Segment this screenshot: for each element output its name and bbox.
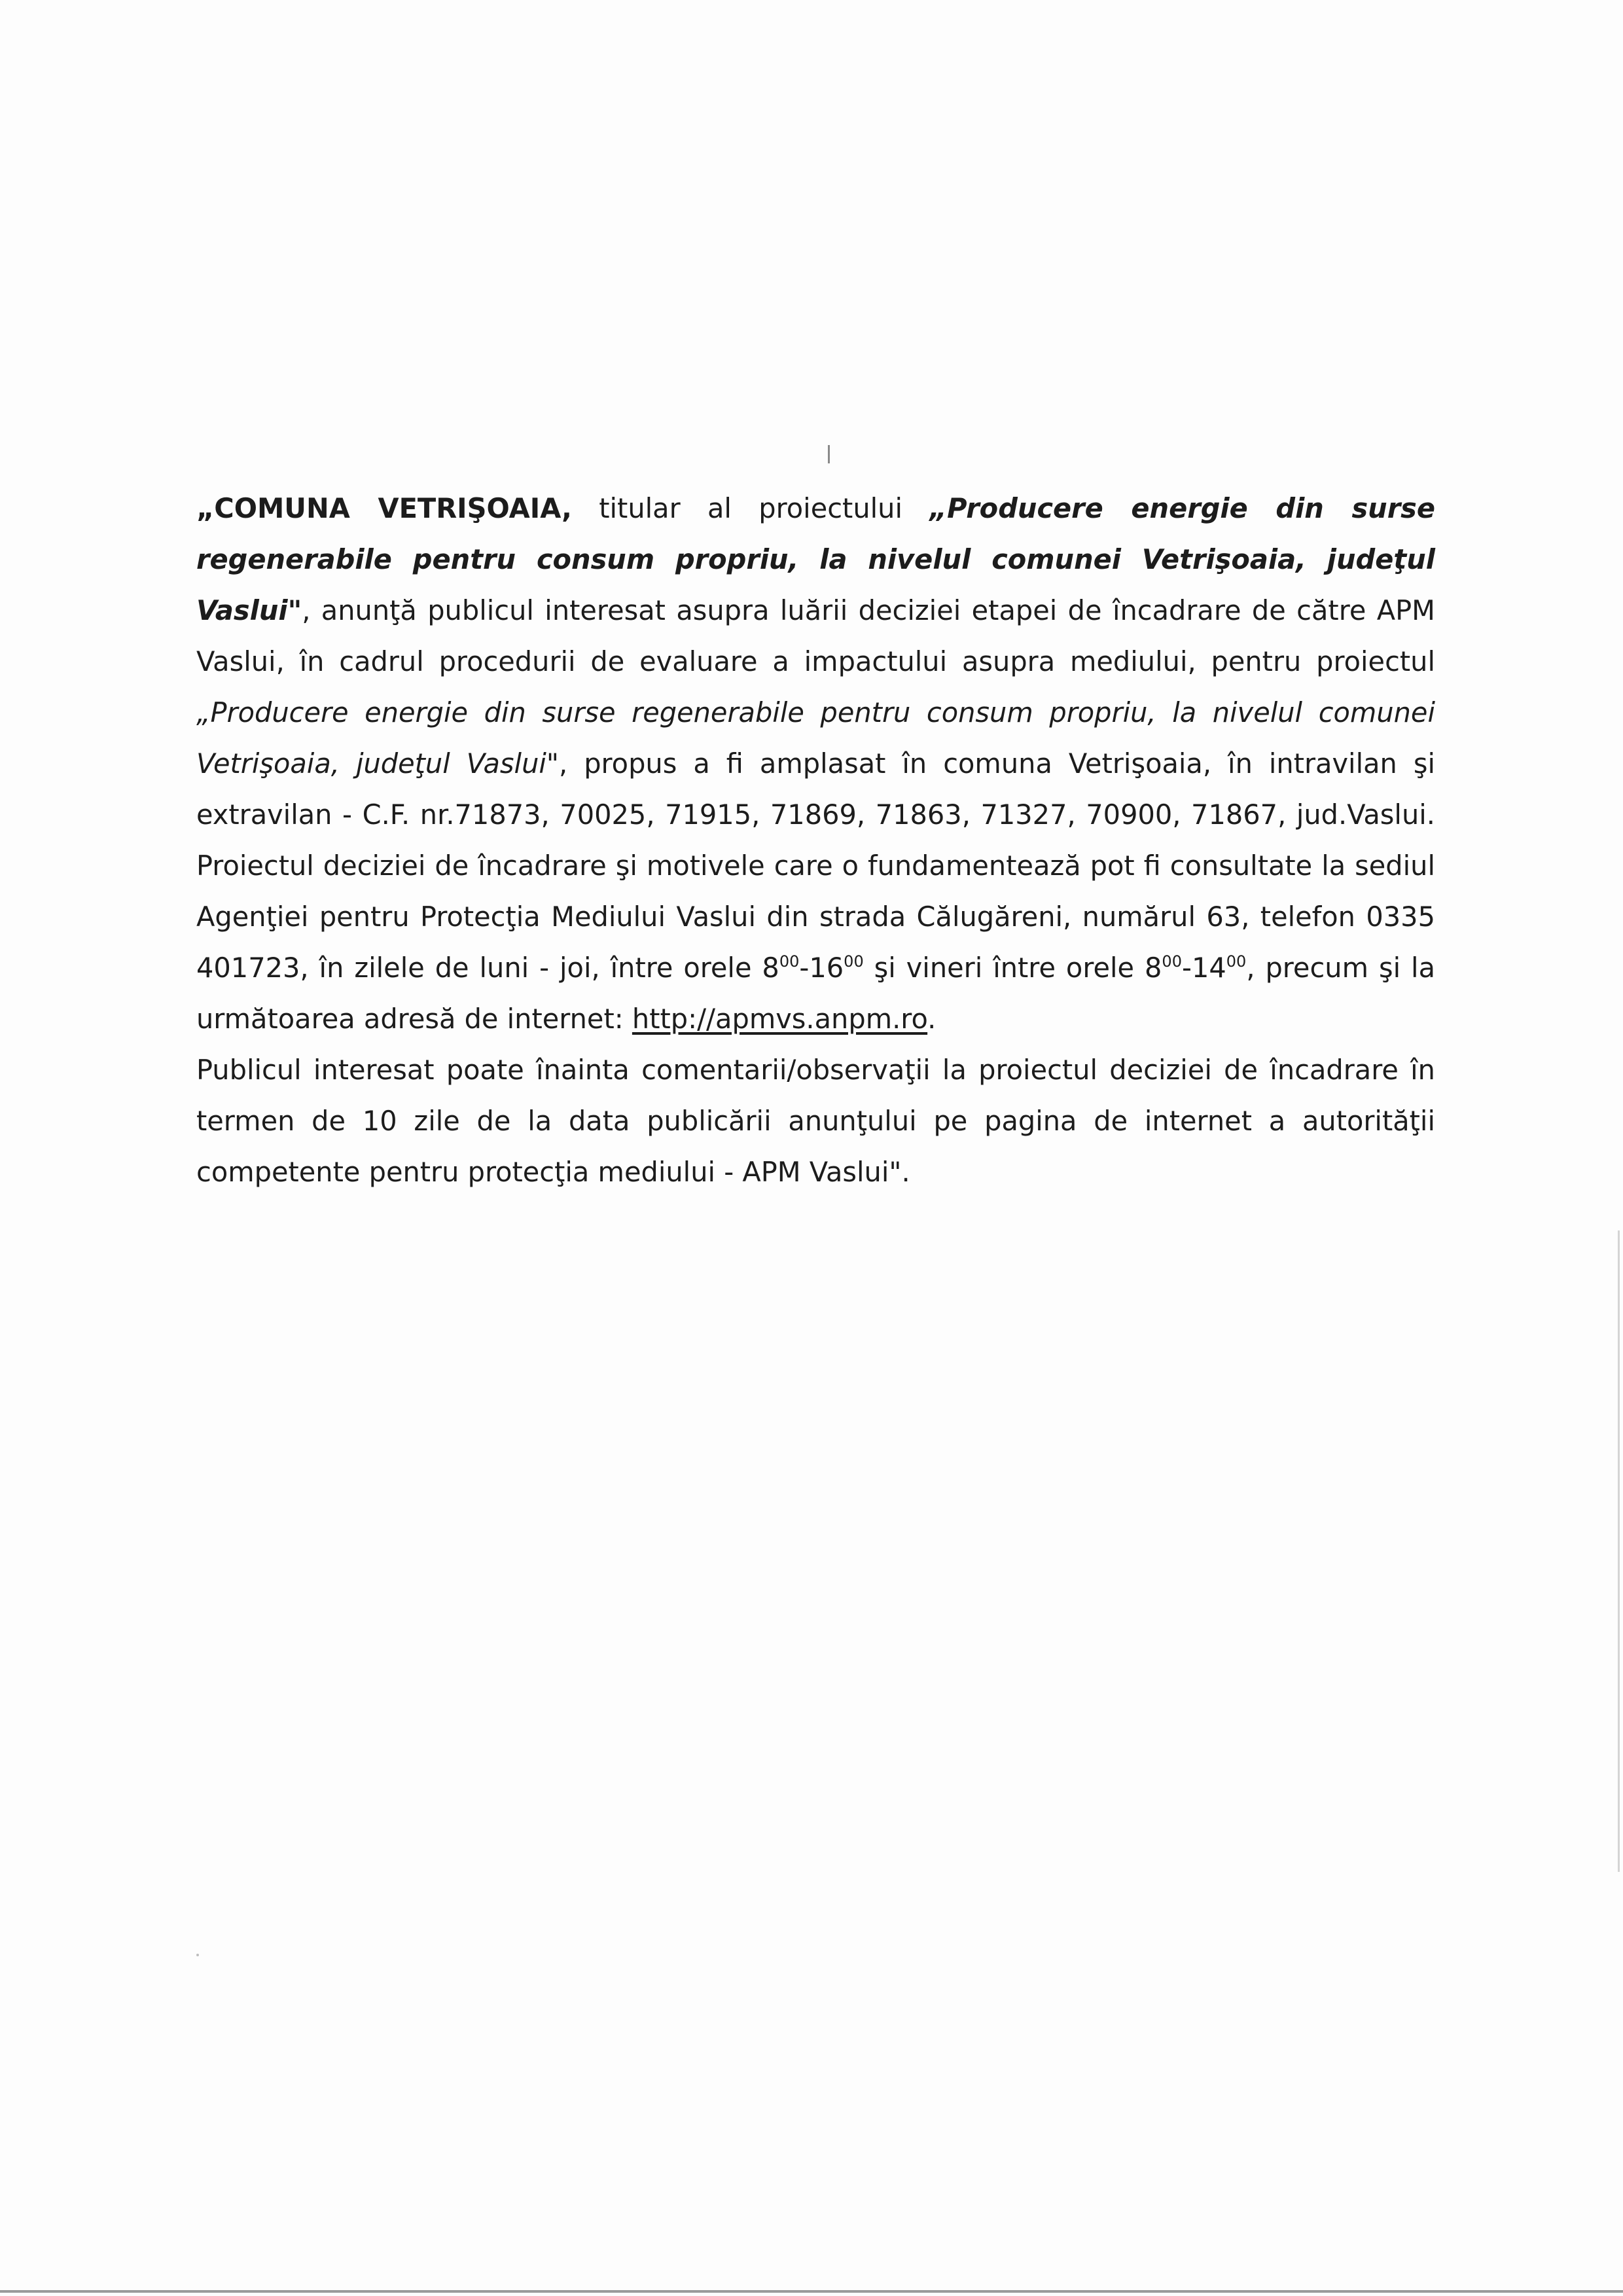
scan-artifact-dot <box>196 1954 199 1956</box>
scan-artifact-edge-bottom <box>0 2290 1623 2293</box>
project-title-repeat: „Producere energie din surse regenerabile pentru consum propriu, la nivelul comunei Vetrişoaia, judeţul Vaslui" <box>196 696 1435 780</box>
scan-artifact-mark <box>828 445 830 463</box>
applicant-name: „COMUNA VETRIŞOAIA, <box>196 492 572 524</box>
announcement-paragraph-1: „COMUNA VETRIŞOAIA, titular al proiectului „Producere energie din surse regenerabile pentru consum propriu, la nivelul comunei Vetrişoaia, judeţul Vaslui", anunţă publicul interesat asupra luării deciziei etapei de încadrare de către APM Vaslui, în cadrul procedurii de evaluare a impactului asupra mediului, pentru proiectul „Producere energie din surse regenerabile pentru consum propriu, la nivelul comunei Vetrişoaia, judeţul Vaslui", propus a fi amplasat în comuna Vetrişoaia, în intravilan şi extravilan - C.F. nr.71873, 70025, 71915, 71869, 71863, 71327, 70900, 71867, jud.Vaslui. Proiectul deciziei de încadrare şi motivele care o fundamentează pot fi consultate la sediul Agenţiei pentru Protecţia Mediului Vaslui din strada Călugăreni, numărul 63, telefon 0335 401723, în zilele de luni - joi, între orele $8^{00}-16^{00}$ şi vineri între orele $8^{00}-14^{00}$, precum şi la următoarea adresă de internet: http://apmvs.anpm.ro. <box>196 492 1436 1035</box>
announcement-paragraph-2: Publicul interesat poate înainta comentarii/observaţii la proiectul deciziei de încadrare în termen de 10 zile de la data publicării anunţului pe pagina de internet a autorităţii competente pentru protecţia mediului - APM Vaslui". <box>196 1054 1435 1188</box>
project-title: „Producere energie din surse regenerabile pentru consum propriu, la nivelul comunei Vetrişoaia, judeţul Vaslui" <box>196 492 1436 626</box>
announcement-body <box>196 483 1435 1198</box>
apm-website-link[interactable]: http://apmvs.anpm.ro <box>632 1003 928 1035</box>
hours-weekdays: $8^{00}-16^{00}$ <box>762 952 864 984</box>
hours-friday: $8^{00}-14^{00}$ <box>1145 952 1247 984</box>
scan-artifact-edge-right <box>1618 1230 1620 1872</box>
